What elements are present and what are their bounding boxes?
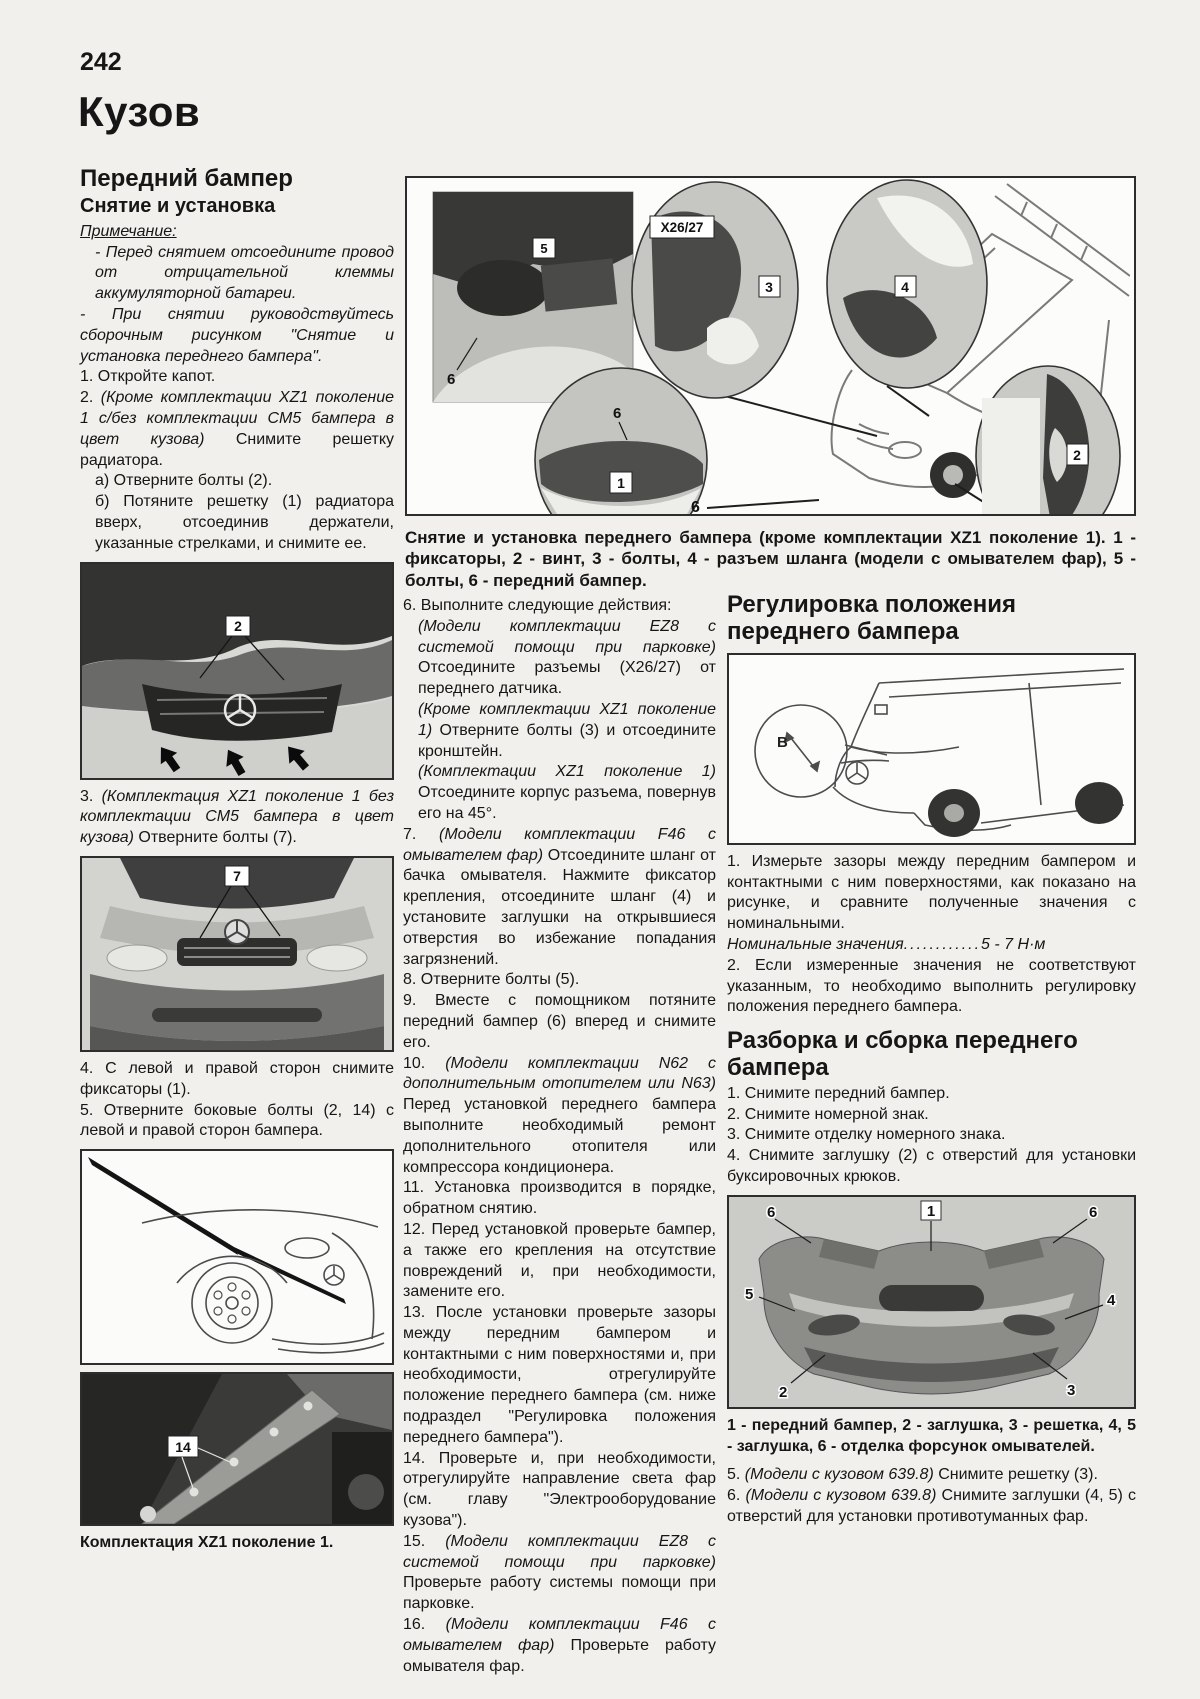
dis-step-6 xyxy=(727,1486,1136,1528)
step-7-text: Отсоедините шланг от бачка омывателя. Нажмите фиксатор крепления, отсоедините шланг (4) и установите заглушки на открывшиеся отверстия во избежание попадания загрязнений. xyxy=(403,846,716,968)
step-4: 4. С левой и правой сторон снимите фиксаторы (1). xyxy=(80,1060,394,1098)
dis-step-1: 1. Снимите передний бампер. xyxy=(727,1084,950,1102)
left-column xyxy=(80,166,394,1562)
step-6c-text: Отсоедините корпус разъема, повернув его на 45°. xyxy=(418,784,716,822)
step-8: 8. Отверните болты (5). xyxy=(403,971,580,989)
step-15-num: 15. xyxy=(403,1532,446,1550)
adjust-step-1: 1. Измерьте зазоры между передним бампером и контактными с ним поверхностями, как показано на рисунке, и сравните полученные значения с номинальными. xyxy=(727,852,1136,933)
step-12: 12. Перед установкой проверьте бампер, а также его крепления на отсутствие повреждений и, при необходимости, замените его. xyxy=(403,1220,716,1301)
step-11: 11. Установка производится в порядке, обратном снятию. xyxy=(403,1179,716,1218)
bumper-callout-5: 5 xyxy=(745,1285,754,1303)
step-16-text: Проверьте работу омывателя фар. xyxy=(403,1636,716,1675)
bumper-callout-6-left: 6 xyxy=(767,1203,776,1221)
step-6a-text: Отсоедините разъемы (X26/27) от переднего датчика. xyxy=(418,659,716,698)
dis-step-5-condition: (Модели с кузовом 639.8) xyxy=(744,1466,939,1484)
step-6c xyxy=(403,762,716,824)
step-15-condition: (Модели комплектации EZ8 с системой помощи при парковке) xyxy=(403,1532,716,1571)
callout-circle-connector xyxy=(632,182,798,398)
callout-3-label: 3 xyxy=(765,279,773,295)
callout-14-label: 14 xyxy=(175,1439,191,1456)
bumper-callout-6-right: 6 xyxy=(1089,1203,1098,1221)
step-10-condition: (Модели комплектации N62 с дополнительным отопителем или N63) xyxy=(403,1054,716,1093)
step-16-num: 16. xyxy=(403,1616,446,1634)
dis-step-5-text: Снимите решетку (3). xyxy=(938,1466,1098,1484)
top-figure-caption: Снятие и установка переднего бампера (кроме комплектации XZ1 поколение 1). 1 - фиксаторы, 2 - винт, 3 - болты, 4 - разъем шланга (модели с омывателем фар), 5 - болты, 6 - передний бампер. xyxy=(405,528,1136,590)
step-2-text: Снимите решетку радиатора. xyxy=(80,430,394,469)
nominal-value: 5 - 7 Н·м xyxy=(981,935,1046,953)
gap-b-label: В xyxy=(777,733,788,751)
step-16-condition: (Модели комплектации F46 с омывателем фар) xyxy=(403,1616,717,1654)
section-heading-disassembly: Разборка и сборка переднего бампера xyxy=(727,1027,1078,1081)
callout-bolts7-label: 7 xyxy=(233,868,241,885)
nominal-values-line xyxy=(727,935,1136,956)
step-9: 9. Вместе с помощником потяните передний бампер (6) вперед и снимите его. xyxy=(403,992,716,1051)
callout-bolts-label: 2 xyxy=(234,617,242,634)
figure-bumper-removal-overview xyxy=(405,176,1136,516)
figure-gap-measurement xyxy=(727,653,1136,845)
callout-1-label: 1 xyxy=(617,475,625,491)
right-column xyxy=(727,592,1136,1528)
callout-circle-hose xyxy=(827,180,987,388)
note-item-2: - При снятии руководствуйтесь сборочным рисунком "Снятие и установка переднего бампера". xyxy=(80,306,394,365)
nominal-label: Номинальные значения xyxy=(727,935,904,953)
step-3-text: Отверните болты (7). xyxy=(138,829,297,847)
xz1-bracket-illustration xyxy=(82,1374,392,1524)
callout-6-small-label: 6 xyxy=(613,405,622,422)
step-2 xyxy=(80,388,394,471)
dis-step-3: 3. Снимите отделку номерного знака. xyxy=(727,1126,1006,1144)
step-6-num: 6. xyxy=(403,597,421,614)
dis-step-6-condition: (Модели с кузовом 639.8) xyxy=(745,1487,942,1505)
section-heading-adjustment: Регулировка положения переднего бампера xyxy=(727,591,1017,645)
dis-step-5-num: 5. xyxy=(727,1466,745,1484)
callout-5-inset: 5 xyxy=(540,241,548,256)
step-15-text: Проверьте работу системы помощи при парковке. xyxy=(403,1574,716,1613)
step-15 xyxy=(403,1532,716,1615)
step-14: 14. Проверьте и, при необходимости, отрегулируйте направление света фар (см. главу "Электрооборудование кузова"). xyxy=(403,1449,716,1530)
note-label-text: Примечание: xyxy=(80,222,177,240)
step-7 xyxy=(403,825,716,971)
dis-step-2: 2. Снимите номерной знак. xyxy=(727,1105,929,1123)
figure-grille-removal-photo xyxy=(80,562,394,780)
step-10-num: 10. xyxy=(403,1054,446,1072)
page-number: 242 xyxy=(80,48,122,76)
figure-bumper-parts-photo xyxy=(727,1195,1136,1409)
bumper-figure-caption: 1 - передний бампер, 2 - заглушка, 3 - решетка, 4, 5 - заглушка, 6 - отделка форсунок омывателей. xyxy=(727,1416,1136,1455)
step-13: 13. После установки проверьте зазоры между передним бампером и контактными с ним поверхностями и, при необходимости, отрегулируйте положение переднего бампера (см. ниже подраздел "Регулировка положения переднего бампера"). xyxy=(403,1304,716,1446)
step-6 xyxy=(403,596,716,617)
step-10 xyxy=(403,1054,716,1179)
callout-6-inset: 6 xyxy=(447,371,456,388)
subsection-heading-removal: Снятие и установка xyxy=(80,194,276,217)
step-2-num: 2. xyxy=(80,389,101,407)
step-6b-text: Отверните болты (3) и отсоедините кронштейн. xyxy=(418,721,716,760)
corner-line-drawing xyxy=(82,1151,392,1363)
step-16 xyxy=(403,1615,716,1677)
figure-xz1-bracket-photo xyxy=(80,1372,394,1526)
section-heading-front-bumper: Передний бампер xyxy=(80,165,293,192)
dis-step-6-num: 6. xyxy=(727,1487,746,1505)
callout-x2627-label: X26/27 xyxy=(660,220,704,235)
chapter-title: Кузов xyxy=(78,88,201,135)
gap-measurement-illustration xyxy=(729,655,1134,843)
step-3 xyxy=(80,787,394,849)
step-6b xyxy=(403,700,716,762)
bumper-callout-2: 2 xyxy=(779,1383,788,1401)
bumper-removal-overview-illustration xyxy=(407,178,1130,514)
step-5: 5. Отверните боковые болты (2, 14) с левой и правой сторон бампера. xyxy=(80,1101,394,1140)
step-3-num: 3. xyxy=(80,787,102,805)
bumper-callout-4: 4 xyxy=(1107,1291,1116,1309)
front-bolts-illustration xyxy=(82,858,392,1050)
step-2-condition: (Кроме комплектации XZ1 поколение 1 с/без комплектации CM5 бампера в цвет кузова) xyxy=(80,389,394,448)
dis-step-6-text: Снимите заглушки (4, 5) с отверстий для установки противотуманных фар. xyxy=(727,1487,1136,1526)
step-6c-condition: (Комплектации XZ1 поколение 1) xyxy=(418,763,716,781)
callout-2-label: 2 xyxy=(1073,447,1081,463)
step-2b: б) Потяните решетку (1) радиатора вверх, отсоединив держатели, указанные стрелками, и снимите ее. xyxy=(95,493,394,552)
bumper-callout-1: 1 xyxy=(926,1202,936,1220)
figure-corner-drawing xyxy=(80,1149,394,1365)
note-label xyxy=(80,222,394,243)
step-2a: а) Отверните болты (2). xyxy=(95,472,273,490)
step-6a xyxy=(403,617,716,700)
callout-4-label: 4 xyxy=(901,279,909,295)
step-1: 1. Откройте капот. xyxy=(80,368,216,386)
left-figure-caption: Комплектация XZ1 поколение 1. xyxy=(80,1534,334,1552)
step-6-text: Выполните следующие действия: xyxy=(420,597,672,614)
step-10-text: Перед установкой переднего бампера выполните необходимый ремонт дополнительного отопителя или компрессора кондиционера. xyxy=(403,1096,716,1176)
nominal-dots: ............ xyxy=(903,935,982,953)
step-7-condition: (Модели комплектации F46 с омывателем фар) xyxy=(403,825,717,864)
bumper-callout-3: 3 xyxy=(1067,1381,1076,1399)
step-6b-condition: (Кроме комплектации XZ1 поколение 1) xyxy=(418,700,716,739)
dis-step-5 xyxy=(727,1465,1136,1486)
figure-front-bolts-photo xyxy=(80,856,394,1052)
callout-6-bottom-label: 6 xyxy=(691,499,700,514)
step-6a-condition: (Модели комплектации EZ8 с системой помощи при парковке) xyxy=(418,617,716,656)
adjust-step-2: 2. Если измеренные значения не соответствуют указанным, то необходимо выполнить регулировку положения переднего бампера. xyxy=(727,956,1136,1016)
dis-step-4: 4. Снимите заглушку (2) с отверстий для установки буксировочных крюков. xyxy=(727,1147,1136,1186)
step-7-num: 7. xyxy=(403,825,439,843)
note-item-1: - Перед снятием отсоедините провод от отрицательной клеммы аккумуляторной батареи. xyxy=(95,243,394,303)
grille-removal-illustration xyxy=(82,564,392,778)
bumper-parts-illustration xyxy=(729,1197,1134,1407)
middle-column xyxy=(403,596,716,1677)
step-3-condition: (Комплектация XZ1 поколение 1 без комплектации CM5 бампера в цвет кузова) xyxy=(80,787,395,847)
